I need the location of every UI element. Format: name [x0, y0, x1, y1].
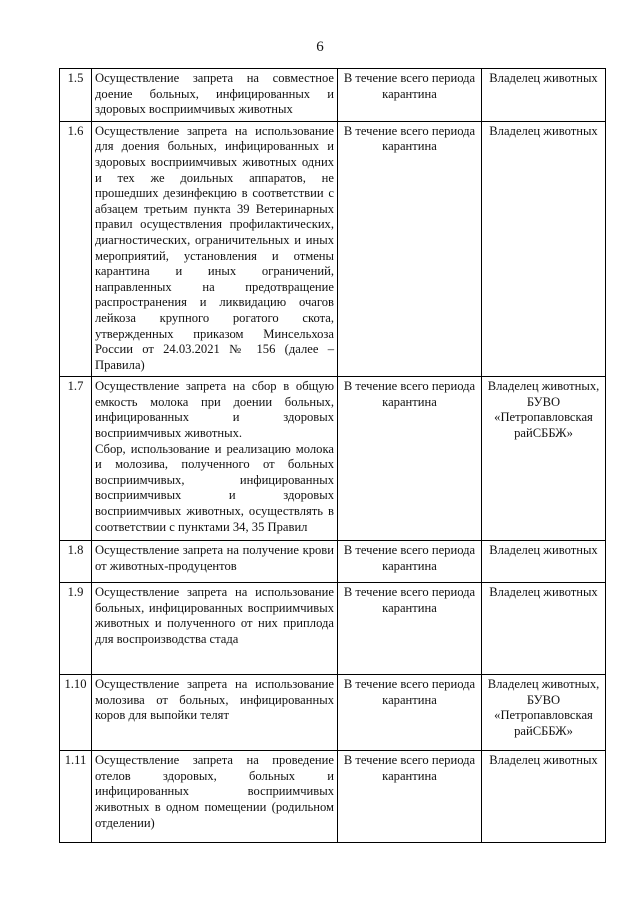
measure-text	[92, 751, 338, 843]
measure-text	[92, 377, 338, 541]
measure-term: В течение всего периода карантина	[338, 751, 482, 843]
measure-paragraph: Осуществление запрета на использование молозива от больных, инфицированных коров для выпойки телят	[95, 677, 334, 723]
table-row	[60, 583, 606, 675]
measure-responsible: Владелец животных	[482, 541, 606, 583]
measure-paragraph: Осуществление запрета на использование больных, инфицированных восприимчивых животных и полученного от них приплода для воспроизводства стада	[95, 585, 334, 647]
row-number: 1.6	[60, 121, 92, 377]
row-number: 1.11	[60, 751, 92, 843]
table-row	[60, 377, 606, 541]
measure-term: В течение всего периода карантина	[338, 675, 482, 751]
measure-term: В течение всего периода карантина	[338, 583, 482, 675]
measure-text	[92, 69, 338, 122]
measure-paragraph: Осуществление запрета на проведение отелов здоровых, больных и инфицированных восприимчивых животных в одном помещении (родильном отделении)	[95, 753, 334, 830]
row-number: 1.8	[60, 541, 92, 583]
measure-text	[92, 541, 338, 583]
page-number: 6	[316, 39, 324, 55]
measure-paragraph: Осуществление запрета на сбор в общую емкость молока при доении больных, инфицированных и здоровых восприимчивых животных.	[95, 379, 334, 441]
row-number: 1.9	[60, 583, 92, 675]
measure-paragraph: Осуществление запрета на использование для доения больных, инфицированных и здоровых восприимчивых животных одних и тех же доильных аппаратов, не прошедших дезинфекцию в соответствии с абзацем третьим пункта 39 Ветеринарных правил осуществления профилактических, диагностических, ограничительных и иных мероприятий, установления и отмены карантина и иных ограничений, направленных на предотвращение распространения и ликвидацию очагов лейкоза крупного рогатого скота, утвержденных приказом Минсельхоза России от 24.03.2021 № 156 (далее – Правила)	[95, 123, 334, 372]
measure-responsible: Владелец животных	[482, 69, 606, 122]
table-row	[60, 675, 606, 751]
row-number: 1.5	[60, 69, 92, 122]
measure-responsible: Владелец животных	[482, 121, 606, 377]
measure-paragraph: Сбор, использование и реализацию молока и молозива, полученного от больных восприимчивых, инфицированных восприимчивых и здоровых восприимчивых животных, осуществлять в соответствии с пунктами 34, 35 Правил	[95, 441, 334, 534]
measure-responsible: Владелец животных	[482, 583, 606, 675]
measure-term: В течение всего периода карантина	[338, 541, 482, 583]
measure-paragraph: Осуществление запрета на получение крови от животных-продуцентов	[95, 543, 334, 573]
measure-responsible: Владелец животных, БУВО «Петропавловская райСББЖ»	[482, 377, 606, 541]
measures-table	[59, 68, 606, 843]
measure-text	[92, 675, 338, 751]
row-number: 1.7	[60, 377, 92, 541]
table-row	[60, 69, 606, 122]
row-number: 1.10	[60, 675, 92, 751]
measure-responsible: Владелец животных, БУВО «Петропавловская райСББЖ»	[482, 675, 606, 751]
measure-responsible: Владелец животных	[482, 751, 606, 843]
measure-text	[92, 583, 338, 675]
measure-term: В течение всего периода карантина	[338, 121, 482, 377]
table-row	[60, 751, 606, 843]
table-row	[60, 541, 606, 583]
measure-term: В течение всего периода карантина	[338, 377, 482, 541]
measure-paragraph: Осуществление запрета на совместное доение больных, инфицированных и здоровых восприимчивых животных	[95, 71, 334, 117]
measure-term: В течение всего периода карантина	[338, 69, 482, 122]
measure-text	[92, 121, 338, 377]
table-row	[60, 121, 606, 377]
